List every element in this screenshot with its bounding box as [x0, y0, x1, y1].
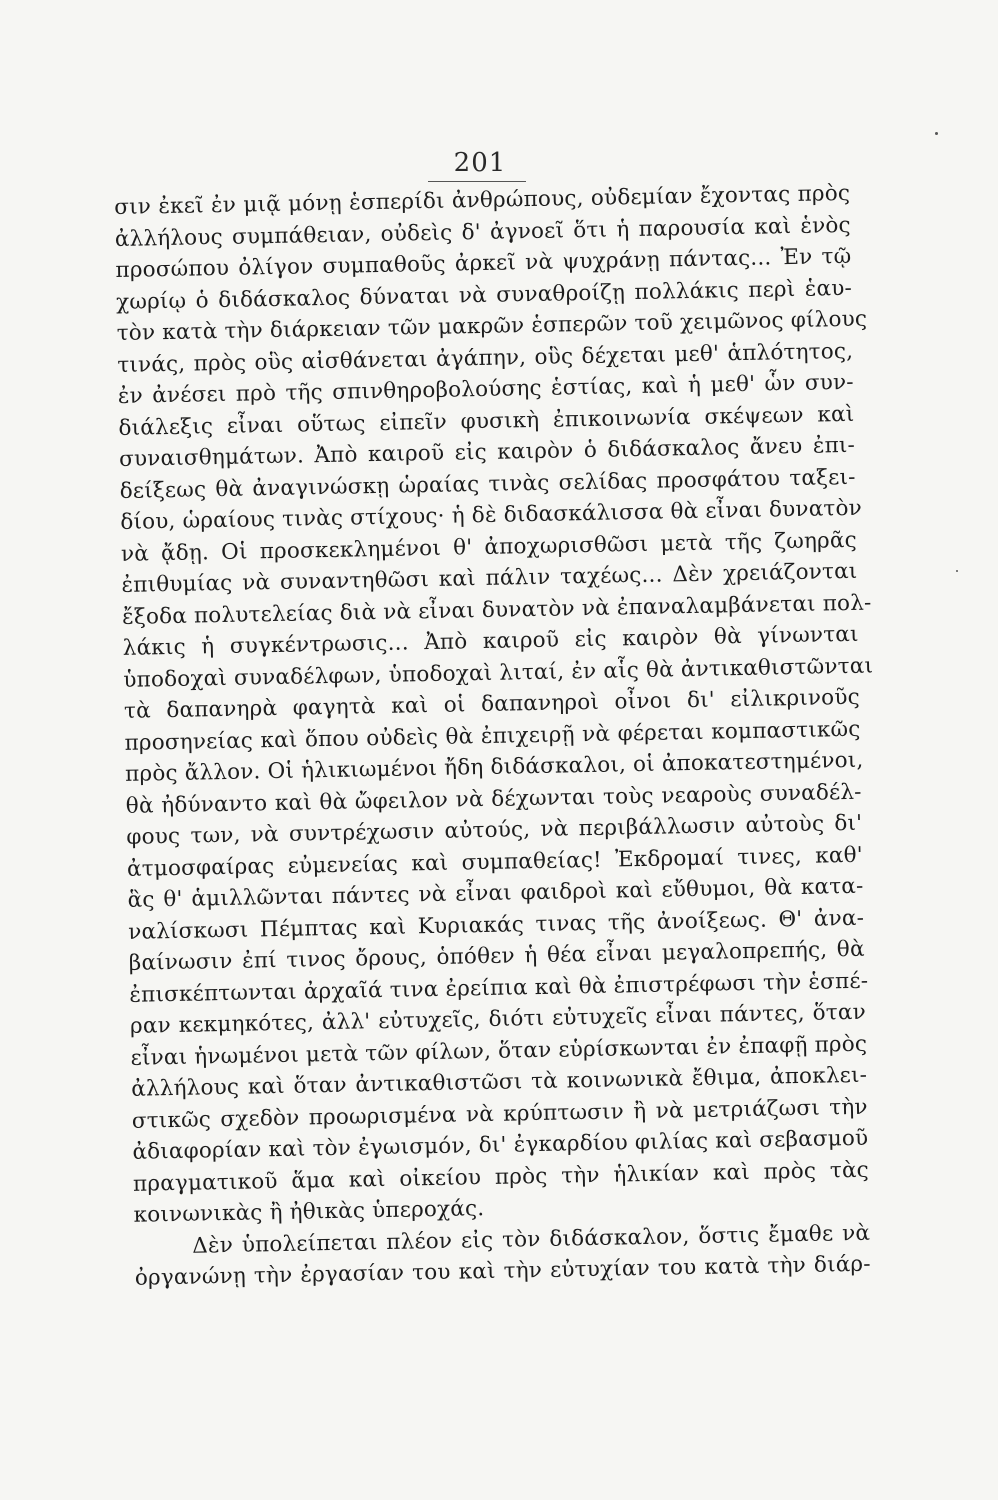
text-line: χωρίῳ ὁ διδάσκαλος δύναται νὰ συναθροίζῃ πολλάκις περὶ ἑαυ- [115, 275, 853, 315]
text-line: ἃς θ' ἁμιλλῶνται πάντες νὰ εἶναι φαιδροὶ καὶ εὔθυμοι, θὰ κατα- [127, 873, 864, 913]
page-number: 201 [453, 148, 507, 178]
text-line: ἐν ἀνέσει πρὸ τῆς σπινθηροβολούσης ἑστίας, καὶ ἡ μεθ' ὧν συν- [117, 369, 855, 409]
text-line: φους των, νὰ συντρέχωσιν αὐτούς, νὰ περιβάλλωσιν αὐτοὺς δι' [126, 810, 863, 850]
paragraph-end-line: κοινωνικὰς ἢ ἠθικὰς ὑπεροχάς. [133, 1196, 485, 1228]
text-line: πραγματικοῦ ἅμα καὶ οἰκείου πρὸς τὴν ἡλικίαν καὶ πρὸς τὰς [132, 1157, 870, 1197]
paper-speck [935, 132, 938, 135]
paragraph-start-line: Δὲν ὑπολείπεται πλέον εἰς τὸν διδάσκαλον, ὅστις ἔμαθε νὰ [192, 1220, 871, 1259]
text-line: βαίνωσιν ἐπί τινος ὄρους, ὁπόθεν ἡ θέα εἶναι μεγαλοπρεπής, θὰ [128, 936, 865, 976]
text-line: ἀδιαφορίαν καὶ τὸν ἐγωισμόν, δι' ἐγκαρδίου φιλίας καὶ σεβασμοῦ [132, 1125, 869, 1165]
text-line: στικῶς σχεδὸν προωρισμένα νὰ κρύπτωσιν ἢ νὰ μετριάζωσι τὴν [131, 1094, 868, 1134]
text-line: ὀργανώνῃ τὴν ἐργασίαν του καὶ τὴν εὐτυχίαν του κατὰ τὴν διάρ- [134, 1251, 871, 1291]
text-line: εἶναι ἡνωμένοι μετὰ τῶν φίλων, ὅταν εὑρίσκωνται ἐν ἐπαφῇ πρὸς [130, 1031, 868, 1071]
text-line: ἀτμοσφαίρας εὐμενείας καὶ συμπαθείας! Ἐκδρομαί τινες, καθ' [126, 842, 864, 882]
text-line: πρὸς ἄλλον. Οἱ ἡλικιωμένοι ἤδη διδάσκαλοι, οἱ ἀποκατεστημένοι, [124, 747, 864, 787]
text-line: ἀλλήλους συμπάθειαν, οὐδεὶς δ' ἀγνοεῖ ὅτι ἡ παρουσία καὶ ἑνὸς [114, 212, 852, 252]
text-line: ἐπιθυμίας νὰ συναντηθῶσι καὶ πάλιν ταχέως... Δὲν χρειάζονται [121, 558, 858, 598]
text-line: τινάς, πρὸς οὓς αἰσθάνεται ἀγάπην, οὓς δέχεται μεθ' ἁπλότητος, [117, 338, 854, 378]
text-line: ραν κεκμηκότες, ἀλλ' εὐτυχεῖς, διότι εὐτυχεῖς εἶναι πάντες, ὅταν [129, 999, 867, 1039]
text-line: ἀλλήλους καὶ ὅταν ἀντικαθιστῶσι τὰ κοινωνικὰ ἔθιμα, ἀποκλει- [130, 1062, 868, 1102]
text-line: σιν ἐκεῖ ἐν μιᾷ μόνῃ ἑσπερίδι ἀνθρώπους, οὐδεμίαν ἔχοντας πρὸς [114, 180, 851, 220]
text-line: θὰ ἠδύναντο καὶ θὰ ὤφειλον νὰ δέχωνται τοὺς νεαροὺς συναδέλ- [125, 779, 862, 819]
text-line: ἐπισκέπτωνται ἀρχαῖά τινα ἐρείπια καὶ θὰ ἐπιστρέφωσι τὴν ἑσπέ- [129, 968, 869, 1008]
text-line: νὰ ᾄδῃ. Οἱ προσκεκλημένοι θ' ἀποχωρισθῶσι μετὰ τῆς ζωηρᾶς [120, 527, 858, 567]
text-line: συναισθημάτων. Ἀπὸ καιροῦ εἰς καιρὸν ὁ διδάσκαλος ἄνευ ἐπι- [118, 432, 856, 472]
paper-speck [956, 570, 958, 572]
text-line: διάλεξις εἶναι οὕτως εἰπεῖν φυσικὴ ἐπικοινωνία σκέψεων καὶ [118, 401, 855, 441]
text-line: προσηνείας καὶ ὅπου οὐδεὶς θὰ ἐπιχειρῇ νὰ φέρεται κομπαστικῶς [124, 716, 861, 756]
text-line: δίου, ὡραίους τινὰς στίχους· ἡ δὲ διδασκάλισσα θὰ εἶναι δυνατὸν [120, 495, 863, 535]
text-line: τὰ δαπανηρὰ φαγητὰ καὶ οἱ δαπανηροὶ οἶνοι δι' εἰλικρινοῦς [123, 684, 861, 724]
text-line: ναλίσκωσι Πέμπτας καὶ Κυριακάς τινας τῆς ἀνοίξεως. Θ' ἀνα- [127, 905, 865, 945]
text-line: ἔξοδα πολυτελείας διὰ νὰ εἶναι δυνατὸν νὰ ἐπαναλαμβάνεται πολ- [121, 590, 872, 630]
text-line: προσώπου ὀλίγον συμπαθοῦς ἀρκεῖ νὰ ψυχράνῃ πάντας... Ἐν τῷ [115, 243, 852, 283]
text-line: τὸν κατὰ τὴν διάρκειαν τῶν μακρῶν ἑσπερῶν τοῦ χειμῶνος φίλους [116, 306, 868, 346]
text-line: λάκις ἡ συγκέντρωσις... Ἀπὸ καιροῦ εἰς καιρὸν θὰ γίνωνται [122, 621, 859, 661]
text-line: δείξεως θὰ ἀναγινώσκῃ ὡραίας τινὰς σελίδας προσφάτου ταξει- [119, 464, 856, 504]
text-line: ὑποδοχαὶ συναδέλφων, ὑποδοχαὶ λιταί, ἐν αἷς θὰ ἀντικαθιστῶνται [123, 653, 874, 693]
body-text [114, 178, 874, 1294]
header-rule [428, 181, 526, 182]
